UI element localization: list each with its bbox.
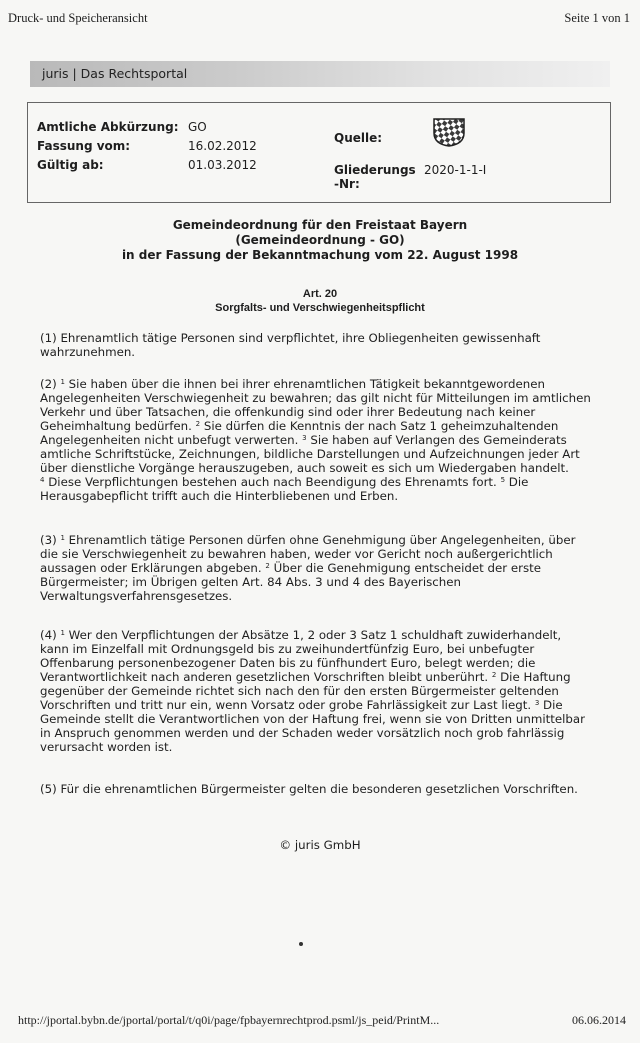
document-title	[0, 218, 640, 263]
document-meta-box	[27, 102, 611, 203]
classification-number: 2020-1-1-I	[424, 163, 487, 177]
text-line: Verkehr und über Tatsachen, die offenkundig sind oder ihrer Bedeutung nach keiner	[40, 405, 536, 419]
text-line: (3) $^1$ Ehrenamtlich tätige Personen dürfen ohne Genehmigung über Angelegenheiten, über	[40, 533, 576, 547]
print-speck	[299, 942, 303, 946]
text-line: (5) Für die ehrenamtlichen Bürgermeister gelten die besonderen gesetzlichen Vorschriften.	[40, 782, 578, 796]
abbreviation-label: Amtliche Abkürzung:	[37, 120, 179, 134]
text-line: (2) $^1$ Sie haben über die ihnen bei ihrer ehrenamtlichen Tätigkeit bekanntgewordenen	[40, 377, 545, 391]
text-line: über dienstliche Vorgänge herauszugeben, auch soweit es sich um Wiedergaben handelt.	[40, 461, 569, 475]
version-label: Fassung vom:	[37, 139, 131, 153]
text-line: in Anspruch genommen werden und der Schaden weder vorsätzlich noch grob fahrlässig	[40, 726, 565, 740]
text-line: die sie Verschwiegenheit zu bewahren haben, weder vor Gericht noch außergerichtlich	[40, 547, 553, 561]
text-line: Bürgermeister; im Übrigen gelten Art. 84 Abs. 3 und 4 des Bayerischen	[40, 575, 461, 589]
text-line: wahrzunehmen.	[40, 345, 136, 359]
paragraph-4	[40, 628, 620, 754]
text-line: (1) Ehrenamtlich tätige Personen sind verpflichtet, ihre Obliegenheiten gewissenhaft	[40, 331, 541, 345]
text-line: Vorschriften und tritt nur ein, wenn Vorsatz oder grobe Fahrlässigkeit zur Last liegt. $^3$ Die	[40, 698, 563, 712]
text-line: Geheimhaltung bedürfen. $^2$ Sie dürfen die Kenntnis der nach Satz 1 geheimzuhaltenden	[40, 419, 559, 433]
valid-from-date: 01.03.2012	[188, 158, 257, 172]
text-line: Angelegenheiten nicht unbefugt verwerten. $^3$ Sie haben auf Verlangen des Gemeinderats	[40, 433, 567, 447]
paragraph-2	[40, 377, 620, 503]
text-line: Offenbarung personenbezogener Daten bis zu fünfhundert Euro, belegt werden; die	[40, 656, 536, 670]
paragraph-1	[40, 331, 620, 359]
version-date: 16.02.2012	[188, 139, 257, 153]
paragraph-3	[40, 533, 620, 603]
footer-print-date: 06.06.2014	[572, 1013, 626, 1027]
text-line: Herausgabepflicht trifft auch die Hinterbliebenen und Erben.	[40, 489, 399, 503]
portal-header-bar	[30, 61, 610, 87]
text-line: Verwaltungsverfahrensgesetzes.	[40, 589, 233, 603]
bavarian-coat-of-arms-icon	[432, 117, 466, 147]
title-line: Gemeindeordnung für den Freistaat Bayern	[172, 218, 468, 232]
text-line: gegenüber der Gemeinde richtet sich nach den für den ersten Bürgermeister geltenden	[40, 684, 559, 698]
article-number: Art. 20	[302, 288, 338, 300]
article-title: Sorgfalts- und Verschwiegenheitspflicht	[215, 302, 425, 314]
source-label: Quelle:	[334, 131, 383, 145]
copyright-notice: © juris GmbH	[279, 838, 361, 852]
text-line: amtliche Schriftstücke, Zeichnungen, bildliche Darstellungen und Aufzeichnungen jeder Art	[40, 447, 580, 461]
title-line: (Gemeindeordnung - GO)	[235, 233, 405, 247]
article-heading	[0, 287, 640, 315]
print-view-label: Druck- und Speicheransicht	[8, 11, 148, 25]
text-line: kann im Einzelfall mit Ordnungsgeld bis zu zweihundertfünfzig Euro, bei unbefugter	[40, 642, 535, 656]
abbreviation-value: GO	[188, 120, 207, 134]
text-line: $^4$ Diese Verpflichtungen bestehen auch nach Beendigung des Ehrenamts fort. $^5$ Die	[40, 475, 529, 489]
text-line: aussagen oder Erklärungen abgeben. $^2$ Über die Genehmigung entscheidet der erste	[40, 561, 542, 575]
classification-label: Gliederungs	[334, 163, 416, 177]
footer-url: http://jportal.bybn.de/jportal/portal/t/q0i/page/fpbayernrechtprod.psml/js_peid/PrintM...	[18, 1013, 440, 1027]
text-line: Gemeinde stellt die Verantwortlichen von der Haftung frei, wenn sie von Dritten unmittelbar	[40, 712, 585, 726]
text-line: (4) $^1$ Wer den Verpflichtungen der Absätze 1, 2 oder 3 Satz 1 schuldhaft zuwiderhandelt,	[40, 628, 562, 642]
text-line: Verantwortlichkeit nach anderen gesetzlichen Vorschriften bleibt unberührt. $^2$ Die Haftung	[40, 670, 571, 684]
text-line: Angelegenheiten Verschwiegenheit zu bewahren; das gilt nicht für Mitteilungen im amtlichen	[40, 391, 591, 405]
portal-title: juris | Das Rechtsportal	[42, 66, 188, 81]
page-counter: Seite 1 von 1	[564, 11, 630, 25]
title-line: in der Fassung der Bekanntmachung vom 22. August 1998	[121, 248, 519, 262]
text-line: verursacht worden ist.	[40, 740, 173, 754]
paragraph-5	[40, 782, 620, 796]
classification-label-suffix: -Nr:	[334, 177, 360, 191]
valid-from-label: Gültig ab:	[37, 158, 104, 172]
